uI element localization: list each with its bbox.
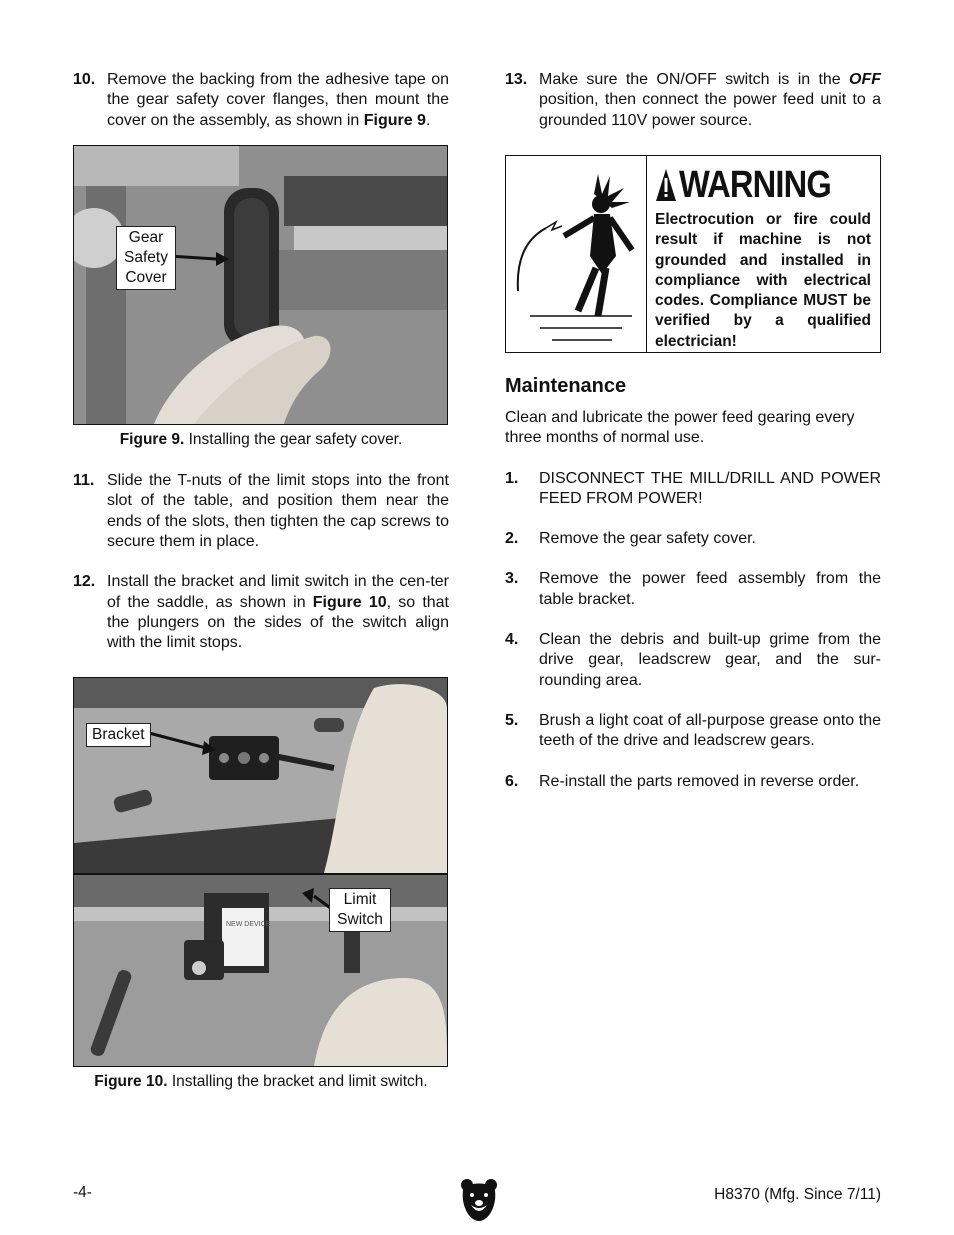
step-number: 4. xyxy=(505,631,519,649)
step-text: Brush a light coat of all-purpose grease onto the teeth of the drive and leadscrew gears. xyxy=(539,711,881,750)
maintenance-intro xyxy=(505,408,881,792)
page-number: -4- xyxy=(73,1184,92,1201)
warning-title xyxy=(655,164,871,206)
callout-gear-safety-cover: Gear Safety Cover xyxy=(116,226,176,290)
figure-10-caption xyxy=(73,1072,449,1092)
step-text: Remove the backing from the adhesive tape on the gear safety cover flanges, then mount the cover on the assembly, as shown in xyxy=(107,71,449,129)
model-number: H8370 (Mfg. Since 7/11) xyxy=(714,1186,881,1203)
caption-label: Figure 9. xyxy=(119,430,185,448)
maint-step-3 xyxy=(505,569,881,610)
step-number: 10. xyxy=(73,71,96,88)
maint-step-5 xyxy=(505,711,881,752)
step-text: Install the bracket and limit switch in the cen-ter of the saddle, as shown in xyxy=(107,573,449,611)
step-text-end: position, then connect the power feed unit to a grounded 110V power source. xyxy=(539,91,881,129)
figure-9-photo xyxy=(73,145,448,425)
exclamation-triangle-icon xyxy=(655,168,677,202)
electrocution-icon xyxy=(506,156,646,352)
maint-step-1 xyxy=(505,469,881,510)
step-text-end: , so that the plungers on the sides of the switch align with the limit stops. xyxy=(107,593,450,652)
warning-body: Electrocution or fire could result if machine is not grounded and installed in compliance with electrical codes. Compliance MUST be verified by a qualified electrician! xyxy=(655,211,871,350)
maint-step-4 xyxy=(505,630,881,691)
step-text: DISCONNECT THE MILL/DRILL AND POWER FEED FROM POWER! xyxy=(539,469,881,507)
step-number: 11. xyxy=(73,472,95,490)
step-text: Re-install the parts removed in reverse order. xyxy=(539,772,860,790)
maintenance-intro-text: Clean and lubricate the power feed gearing every three months of normal use. xyxy=(505,409,855,447)
caption-text: Installing the gear safety cover. xyxy=(184,430,403,448)
figure-9-caption xyxy=(73,430,449,450)
step-13 xyxy=(505,70,881,131)
callout-bracket: Bracket xyxy=(86,723,151,747)
figure-10-photo xyxy=(73,677,448,1067)
maint-step-6 xyxy=(505,772,881,792)
right-column-top xyxy=(505,70,881,131)
step-12 xyxy=(73,572,449,653)
step-text: Remove the power feed assembly from the table bracket. xyxy=(539,570,881,608)
step-number: 3. xyxy=(505,570,519,588)
left-column xyxy=(73,70,449,1092)
figure-ref: Figure 9 xyxy=(363,111,426,129)
electrocution-figure xyxy=(506,156,647,352)
warning-word: WARNING xyxy=(679,164,831,206)
step-11 xyxy=(73,471,449,552)
caption-label: Figure 10. xyxy=(94,1072,168,1090)
maintenance-heading: Maintenance xyxy=(505,375,627,397)
step-number: 13. xyxy=(505,71,528,88)
step-text: Slide the T-nuts of the limit stops into the front slot of the table, and position them near the ends of the slots, then tighten the cap screws to secure them in place. xyxy=(107,472,449,551)
caption-text: Installing the bracket and limit switch. xyxy=(167,1072,428,1090)
step-number: 5. xyxy=(505,711,519,729)
step-number: 6. xyxy=(505,772,519,790)
figure-ref: Figure 10 xyxy=(312,593,387,611)
step-number: 2. xyxy=(505,530,519,548)
step-number: 12. xyxy=(73,573,96,591)
switch-label-text: NEW DEVICE xyxy=(226,920,271,928)
step-text: Remove the gear safety cover. xyxy=(539,530,756,548)
off-emphasis: OFF xyxy=(849,71,881,88)
step-text: Clean the debris and built-up grime from the drive gear, leadscrew gear, and the sur-rounding area. xyxy=(539,631,881,689)
bear-logo-icon xyxy=(459,1177,499,1223)
step-text: Make sure the ON/OFF switch is in the xyxy=(539,71,849,88)
maint-step-2 xyxy=(505,529,881,549)
step-number: 1. xyxy=(505,469,519,487)
warning-box xyxy=(505,155,881,353)
step-text-end: . xyxy=(425,111,431,129)
warning-text xyxy=(647,156,880,352)
step-10 xyxy=(73,70,449,131)
callout-limit-switch: Limit Switch xyxy=(329,888,391,932)
